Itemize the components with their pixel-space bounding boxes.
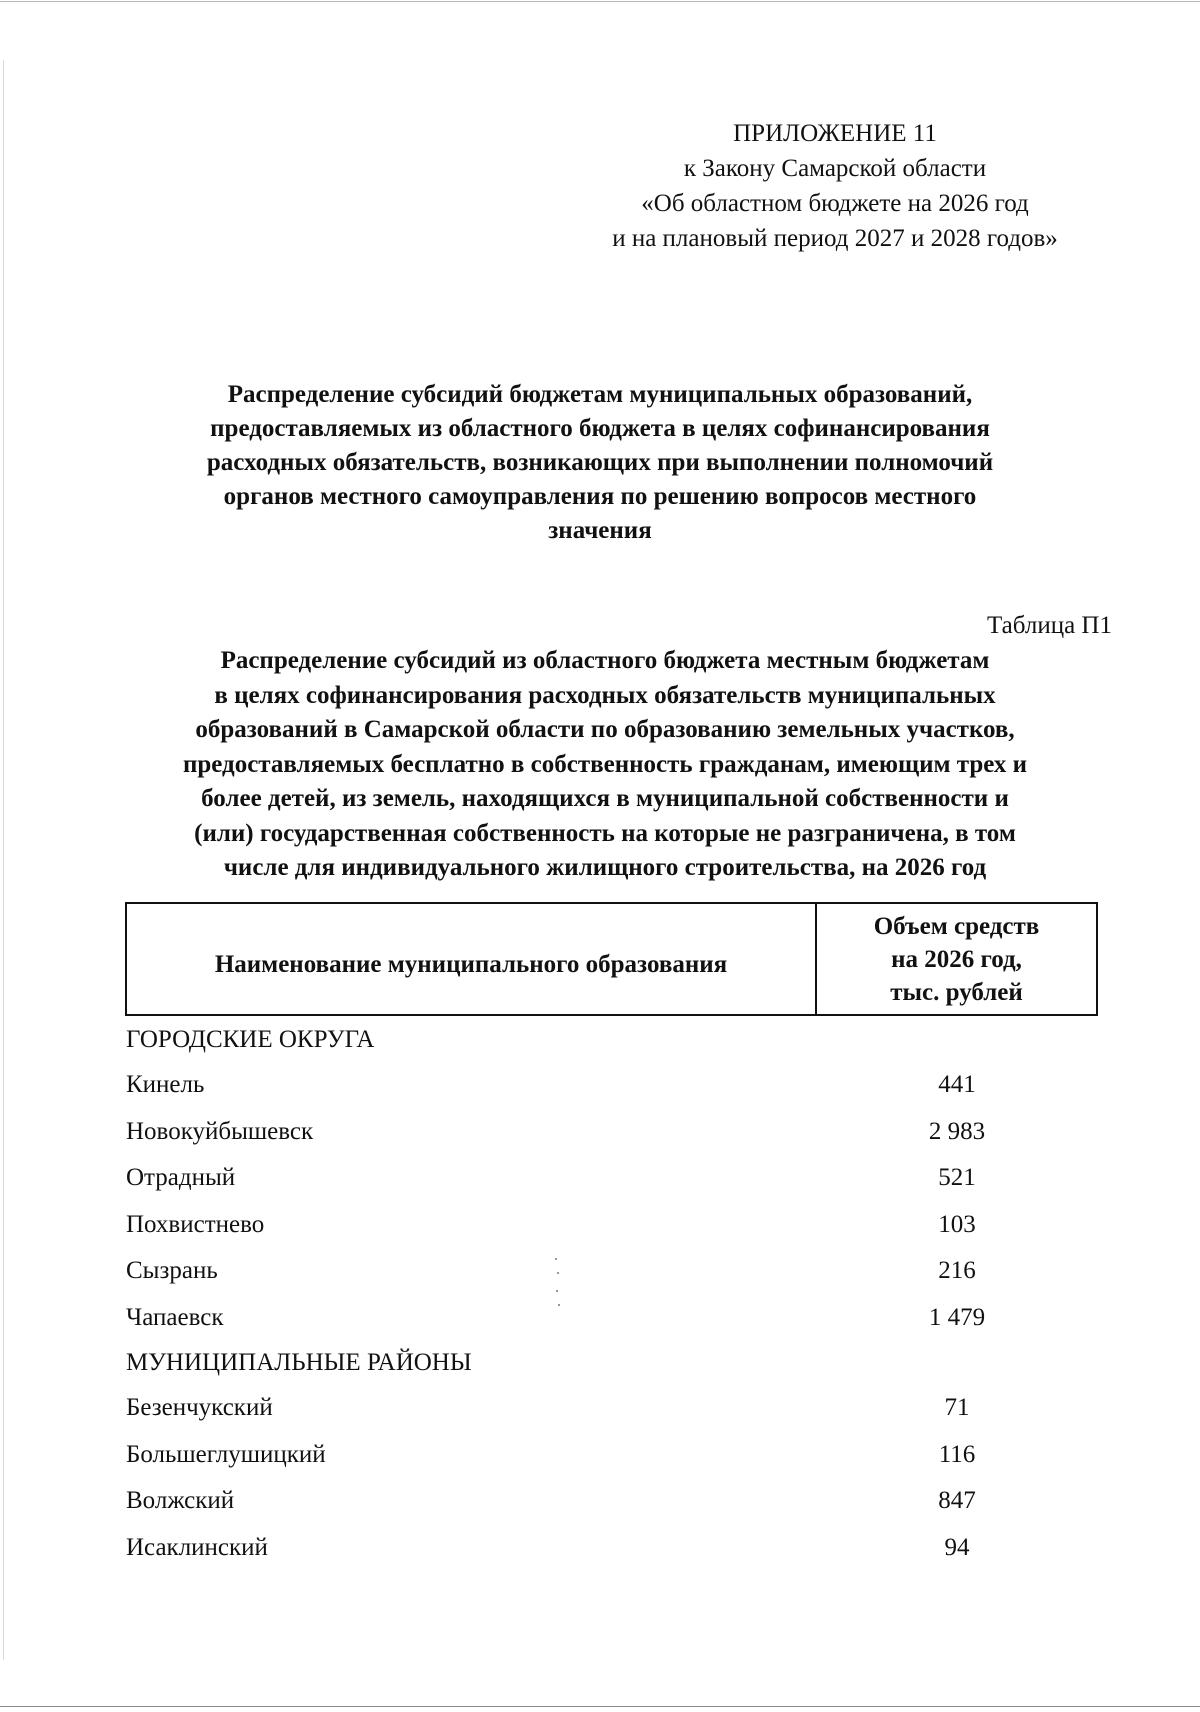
- scan-edge-left: [3, 60, 4, 1660]
- subsidy-value: 2 983: [928, 1117, 986, 1145]
- scan-speck: [557, 1272, 559, 1274]
- table-row: [126, 1385, 1098, 1432]
- column-header-volume-line: на 2026 год,: [891, 945, 1022, 973]
- section-title: ГОРОДСКИЕ ОКРУГА: [126, 1026, 375, 1053]
- table-title-line: более детей, из земель, находящихся в муниципальной собственности и: [201, 785, 1009, 812]
- municipality-name: Отрадный: [126, 1164, 236, 1192]
- table-label: Таблица П1: [987, 612, 1112, 639]
- table-row: [126, 1062, 1098, 1109]
- appendix-header: [520, 116, 1150, 256]
- subsidy-value: 103: [938, 1210, 976, 1238]
- subsidy-value: 847: [938, 1487, 976, 1515]
- municipality-name: Новокуйбышевск: [126, 1117, 314, 1145]
- table-row: [126, 1202, 1098, 1249]
- scan-edge-bottom: [0, 1706, 1200, 1707]
- section-header-row: [126, 1341, 1098, 1385]
- municipality-name: Безенчукский: [126, 1394, 273, 1422]
- appendix-law-title-2: и на плановый период 2027 и 2028 годов»: [612, 225, 1058, 252]
- municipality-name: Волжский: [126, 1487, 235, 1515]
- scan-speck: [558, 1304, 560, 1306]
- table-header: [125, 902, 1098, 1016]
- municipality-name: Похвистнево: [126, 1210, 265, 1238]
- table-row: [126, 1478, 1098, 1525]
- scan-speck: [555, 1258, 557, 1260]
- table-title-line: (или) государственная собственность на которые не разграничена, в том: [194, 819, 1016, 847]
- subsidy-value: 216: [938, 1257, 976, 1285]
- subsidy-value: 521: [938, 1164, 976, 1192]
- main-title: [130, 378, 1070, 548]
- subsidy-value: 441: [938, 1071, 976, 1099]
- subsidy-value: 1 479: [928, 1303, 986, 1331]
- main-title-line: Распределение субсидий бюджетам муниципальных образований,: [227, 381, 973, 408]
- table-title-line: в целях софинансирования расходных обязательств муниципальных: [214, 681, 996, 709]
- table-body: [126, 1018, 1098, 1571]
- table-title-line: предоставляемых бесплатно в собственность гражданам, имеющим трех и: [182, 750, 1027, 778]
- municipality-name: Исаклинский: [126, 1533, 268, 1561]
- table-row: [126, 1295, 1098, 1342]
- table-title-line: образований в Самарской области по образованию земельных участков,: [195, 716, 1015, 743]
- scan-speck: [556, 1290, 558, 1292]
- table-title: [120, 644, 1090, 886]
- main-title-line: предоставляемых из областного бюджета в целях софинансирования: [210, 415, 990, 442]
- column-header-name: Наименование муниципального образования: [127, 904, 817, 1014]
- municipality-name: Чапаевск: [126, 1303, 224, 1331]
- table-title-line: числе для индивидуального жилищного строительства, на 2026 год: [223, 854, 987, 881]
- municipality-name: Большеглушицкий: [126, 1440, 326, 1468]
- appendix-number: ПРИЛОЖЕНИЕ 11: [733, 120, 937, 147]
- column-header-volume: [817, 904, 1096, 1014]
- main-title-line: расходных обязательств, возникающих при выполнении полномочий: [206, 449, 994, 476]
- main-title-line: органов местного самоуправления по решению вопросов местного: [223, 483, 977, 510]
- scan-edge-top: [0, 1, 1200, 2]
- section-header-row: [126, 1018, 1098, 1062]
- table-row: [126, 1525, 1098, 1572]
- municipality-name: Сызрань: [126, 1257, 218, 1285]
- column-header-volume-line: тыс. рублей: [890, 978, 1023, 1006]
- appendix-law-ref: к Закону Самарской области: [683, 155, 987, 182]
- column-header-volume-line: Объем средств: [873, 912, 1040, 940]
- main-title-line: значения: [548, 517, 652, 544]
- appendix-law-title-1: «Об областном бюджете на 2026 год: [641, 190, 1029, 217]
- table-row: [126, 1248, 1098, 1295]
- municipality-name: Кинель: [126, 1071, 205, 1099]
- subsidy-value: 94: [944, 1533, 970, 1561]
- subsidy-value: 116: [938, 1440, 976, 1468]
- table-row: [126, 1155, 1098, 1202]
- section-title: МУНИЦИПАЛЬНЫЕ РАЙОНЫ: [126, 1349, 472, 1376]
- table-row: [126, 1432, 1098, 1479]
- subsidy-value: 71: [944, 1394, 970, 1422]
- table-title-line: Распределение субсидий из областного бюджета местным бюджетам: [220, 647, 990, 674]
- table-row: [126, 1109, 1098, 1156]
